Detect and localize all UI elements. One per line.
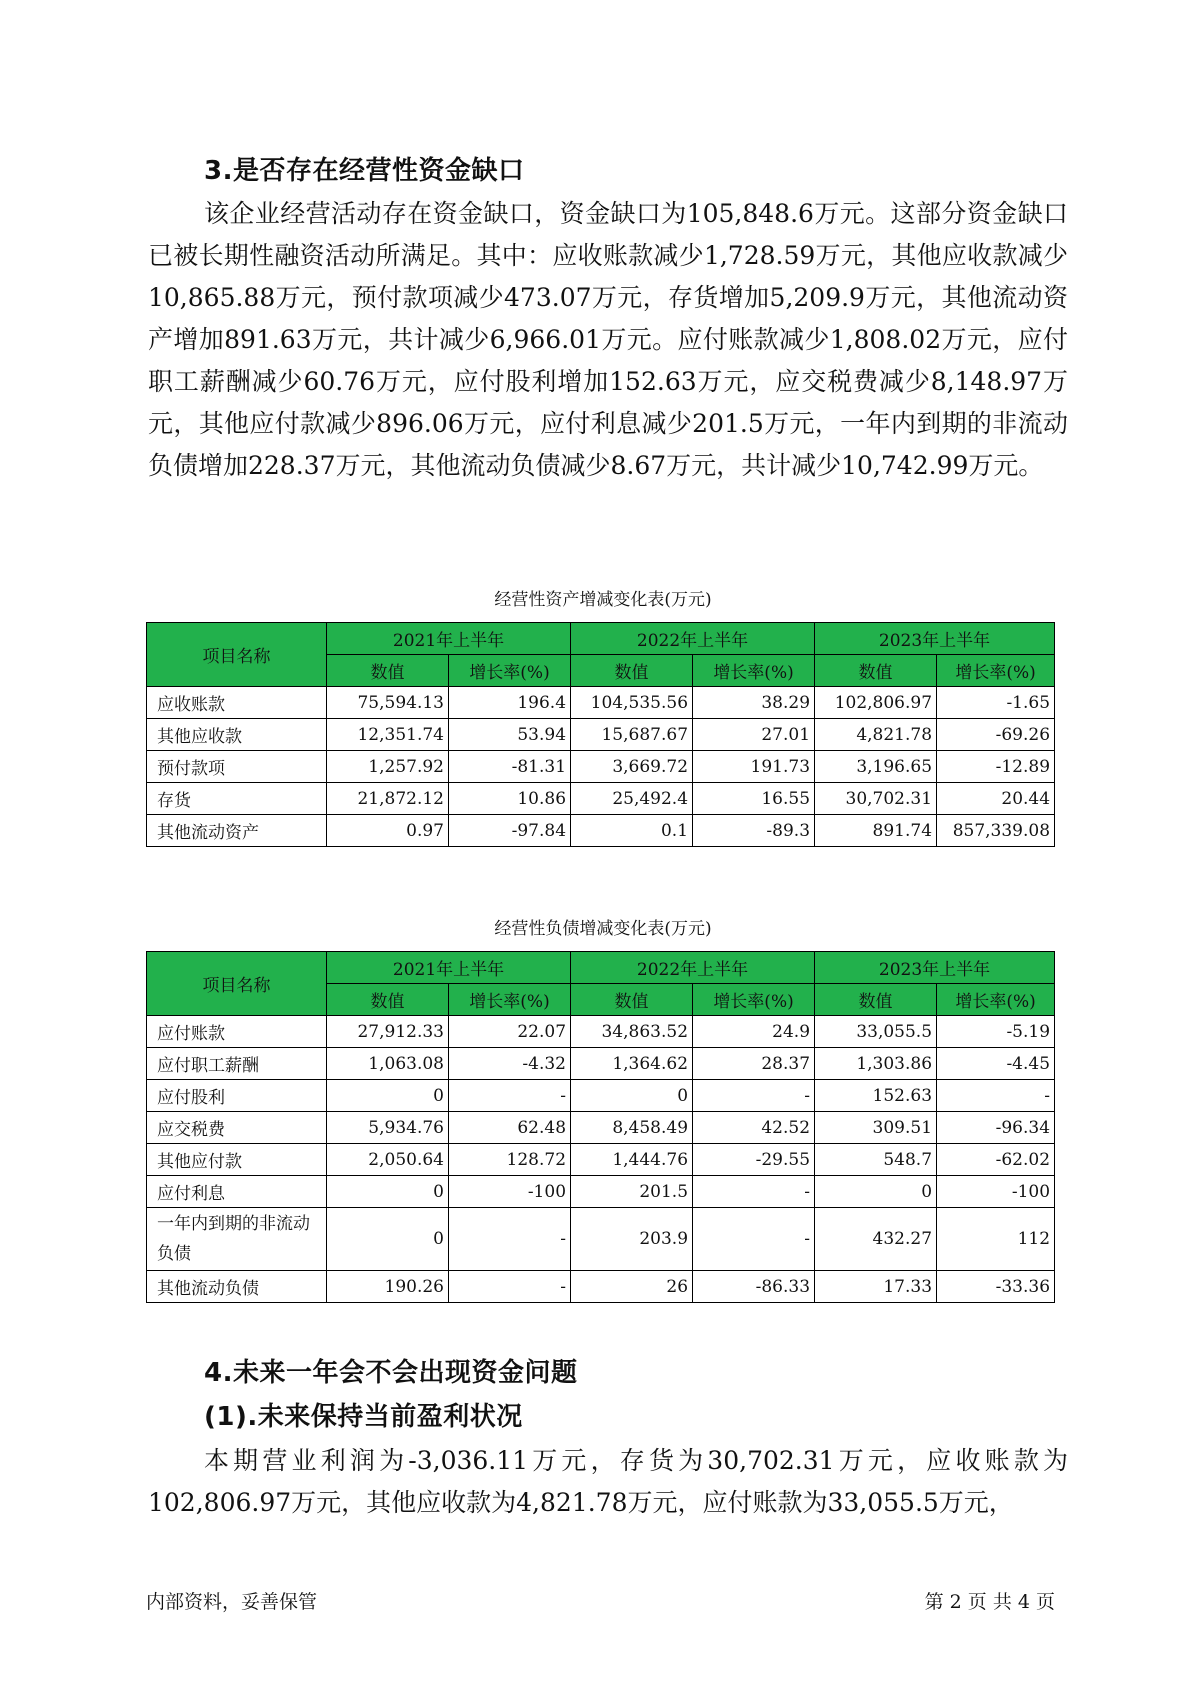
value-2022-cell: 203.9 (571, 1208, 693, 1271)
section-3-paragraph-block (148, 193, 1068, 487)
header-growth: 增长率(%) (693, 984, 815, 1016)
value-2021-cell: 27,912.33 (327, 1016, 449, 1048)
value-2022-cell: 26 (571, 1271, 693, 1303)
value-2023-cell: 3,196.65 (815, 751, 937, 783)
row-name-cell: 应收账款 (147, 687, 327, 719)
growth-2021-cell: -97.84 (449, 815, 571, 847)
table-row (147, 1048, 1055, 1080)
growth-2022-cell: 16.55 (693, 783, 815, 815)
table-row (147, 1208, 1055, 1271)
growth-2023-cell: -4.45 (937, 1048, 1055, 1080)
section-4-subheading: (1).未来保持当前盈利状况 (204, 1402, 523, 1432)
value-2022-cell: 104,535.56 (571, 687, 693, 719)
section-3-paragraph: 该企业经营活动存在资金缺口，资金缺口为105,848.6万元。这部分资金缺口已被长期性融资活动所满足。其中：应收账款减少1,728.59万元，其他应收款减少10,865.88万元，预付款项减少473.07万元，存货增加5,209.9万元，其他流动资产增加891.63万元，共计减少6,966.01万元。应付账款减少1,808.02万元，应付职工薪酬减少60.76万元，应付股利增加152.63万元，应交税费减少8,148.97万元，其他应付款减少896.06万元，应付利息减少201.5万元，一年内到期的非流动负债增加228.37万元，其他流动负债减少8.67万元，共计减少10,742.99万元。 (148, 199, 1068, 480)
growth-2022-cell: -86.33 (693, 1271, 815, 1303)
value-2022-cell: 0 (571, 1080, 693, 1112)
growth-2022-cell: -89.3 (693, 815, 815, 847)
value-2021-cell: 0 (327, 1080, 449, 1112)
growth-2021-cell: 10.86 (449, 783, 571, 815)
growth-2021-cell: -100 (449, 1176, 571, 1208)
table-header-row (147, 623, 1055, 655)
table-row (147, 751, 1055, 783)
row-name-cell: 其他流动资产 (147, 815, 327, 847)
header-value: 数值 (571, 984, 693, 1016)
value-2023-cell: 891.74 (815, 815, 937, 847)
growth-2021-cell: 53.94 (449, 719, 571, 751)
header-value: 数值 (815, 984, 937, 1016)
value-2023-cell: 17.33 (815, 1271, 937, 1303)
header-growth: 增长率(%) (449, 984, 571, 1016)
row-name-cell: 其他应收款 (147, 719, 327, 751)
growth-2021-cell: - (449, 1271, 571, 1303)
value-2022-cell: 34,863.52 (571, 1016, 693, 1048)
value-2021-cell: 75,594.13 (327, 687, 449, 719)
value-2022-cell: 201.5 (571, 1176, 693, 1208)
header-growth: 增长率(%) (693, 655, 815, 687)
growth-2022-cell: 38.29 (693, 687, 815, 719)
growth-2021-cell: 22.07 (449, 1016, 571, 1048)
value-2022-cell: 0.1 (571, 815, 693, 847)
header-value: 数值 (815, 655, 937, 687)
growth-2022-cell: 28.37 (693, 1048, 815, 1080)
growth-2021-cell: -81.31 (449, 751, 571, 783)
value-2021-cell: 5,934.76 (327, 1112, 449, 1144)
footer-page-number: 第 2 页 共 4 页 (924, 1591, 1055, 1613)
value-2021-cell: 190.26 (327, 1271, 449, 1303)
header-period-2022: 2022年上半年 (571, 952, 815, 984)
growth-2021-cell: -4.32 (449, 1048, 571, 1080)
growth-2023-cell: -62.02 (937, 1144, 1055, 1176)
growth-2021-cell: - (449, 1080, 571, 1112)
liabilities-table-caption: 经营性负债增减变化表(万元) (494, 919, 712, 939)
section-3-heading: 3.是否存在经营性资金缺口 (204, 156, 525, 186)
value-2021-cell: 0 (327, 1208, 449, 1271)
growth-2023-cell: 112 (937, 1208, 1055, 1271)
footer-confidential: 内部资料，妥善保管 (146, 1591, 318, 1613)
header-growth: 增长率(%) (449, 655, 571, 687)
header-period-2021: 2021年上半年 (327, 952, 571, 984)
row-name-cell: 应付账款 (147, 1016, 327, 1048)
table-row (147, 1144, 1055, 1176)
growth-2021-cell: 62.48 (449, 1112, 571, 1144)
growth-2022-cell: - (693, 1080, 815, 1112)
table-row (147, 1176, 1055, 1208)
header-value: 数值 (327, 984, 449, 1016)
assets-table-caption: 经营性资产增减变化表(万元) (494, 590, 712, 610)
value-2023-cell: 33,055.5 (815, 1016, 937, 1048)
growth-2023-cell: -5.19 (937, 1016, 1055, 1048)
row-name-cell: 应付职工薪酬 (147, 1048, 327, 1080)
row-name-cell: 应交税费 (147, 1112, 327, 1144)
value-2021-cell: 12,351.74 (327, 719, 449, 751)
value-2021-cell: 2,050.64 (327, 1144, 449, 1176)
table-row (147, 815, 1055, 847)
value-2023-cell: 102,806.97 (815, 687, 937, 719)
growth-2022-cell: 24.9 (693, 1016, 815, 1048)
value-2021-cell: 0.97 (327, 815, 449, 847)
growth-2022-cell: 191.73 (693, 751, 815, 783)
value-2023-cell: 432.27 (815, 1208, 937, 1271)
value-2023-cell: 309.51 (815, 1112, 937, 1144)
growth-2023-cell: -33.36 (937, 1271, 1055, 1303)
table-row (147, 719, 1055, 751)
section-4-paragraph-block (148, 1440, 1068, 1524)
growth-2022-cell: 27.01 (693, 719, 815, 751)
header-period-2022: 2022年上半年 (571, 623, 815, 655)
value-2022-cell: 3,669.72 (571, 751, 693, 783)
value-2023-cell: 1,303.86 (815, 1048, 937, 1080)
row-name-cell: 存货 (147, 783, 327, 815)
value-2022-cell: 15,687.67 (571, 719, 693, 751)
value-2021-cell: 1,063.08 (327, 1048, 449, 1080)
header-growth: 增长率(%) (937, 984, 1055, 1016)
table-row (147, 783, 1055, 815)
value-2022-cell: 1,444.76 (571, 1144, 693, 1176)
growth-2021-cell: - (449, 1208, 571, 1271)
row-name-cell: 应付股利 (147, 1080, 327, 1112)
growth-2023-cell: -69.26 (937, 719, 1055, 751)
value-2023-cell: 30,702.31 (815, 783, 937, 815)
header-value: 数值 (327, 655, 449, 687)
growth-2021-cell: 196.4 (449, 687, 571, 719)
header-period-2023: 2023年上半年 (815, 952, 1055, 984)
value-2023-cell: 4,821.78 (815, 719, 937, 751)
value-2022-cell: 8,458.49 (571, 1112, 693, 1144)
section-4-paragraph: 本期营业利润为-3,036.11万元，存货为30,702.31万元，应收账款为102,806.97万元，其他应收款为4,821.78万元，应付账款为33,055.5万元， (148, 1446, 1068, 1517)
header-period-2021: 2021年上半年 (327, 623, 571, 655)
row-name-cell: 其他应付款 (147, 1144, 327, 1176)
value-2023-cell: 0 (815, 1176, 937, 1208)
liabilities-table (146, 951, 1055, 1303)
growth-2021-cell: 128.72 (449, 1144, 571, 1176)
growth-2022-cell: 42.52 (693, 1112, 815, 1144)
growth-2023-cell: -100 (937, 1176, 1055, 1208)
row-name-cell: 预付款项 (147, 751, 327, 783)
header-period-2023: 2023年上半年 (815, 623, 1055, 655)
growth-2022-cell: - (693, 1176, 815, 1208)
value-2021-cell: 21,872.12 (327, 783, 449, 815)
table-row (147, 1016, 1055, 1048)
growth-2023-cell: -12.89 (937, 751, 1055, 783)
table-row (147, 1271, 1055, 1303)
value-2022-cell: 25,492.4 (571, 783, 693, 815)
value-2023-cell: 152.63 (815, 1080, 937, 1112)
row-name-cell: 其他流动负债 (147, 1271, 327, 1303)
header-growth: 增长率(%) (937, 655, 1055, 687)
value-2021-cell: 0 (327, 1176, 449, 1208)
growth-2023-cell: - (937, 1080, 1055, 1112)
header-item-name: 项目名称 (147, 952, 327, 1016)
row-name-cell: 应付利息 (147, 1176, 327, 1208)
value-2022-cell: 1,364.62 (571, 1048, 693, 1080)
growth-2022-cell: -29.55 (693, 1144, 815, 1176)
section-4-heading: 4.未来一年会不会出现资金问题 (204, 1358, 578, 1388)
table-row (147, 1080, 1055, 1112)
row-name-cell: 一年内到期的非流动负债 (147, 1208, 327, 1271)
growth-2023-cell: -1.65 (937, 687, 1055, 719)
growth-2023-cell: 857,339.08 (937, 815, 1055, 847)
value-2023-cell: 548.7 (815, 1144, 937, 1176)
assets-table (146, 622, 1055, 847)
value-2021-cell: 1,257.92 (327, 751, 449, 783)
table-row (147, 1112, 1055, 1144)
table-header-row (147, 952, 1055, 984)
table-row (147, 687, 1055, 719)
header-item-name: 项目名称 (147, 623, 327, 687)
header-value: 数值 (571, 655, 693, 687)
growth-2022-cell: - (693, 1208, 815, 1271)
growth-2023-cell: -96.34 (937, 1112, 1055, 1144)
growth-2023-cell: 20.44 (937, 783, 1055, 815)
